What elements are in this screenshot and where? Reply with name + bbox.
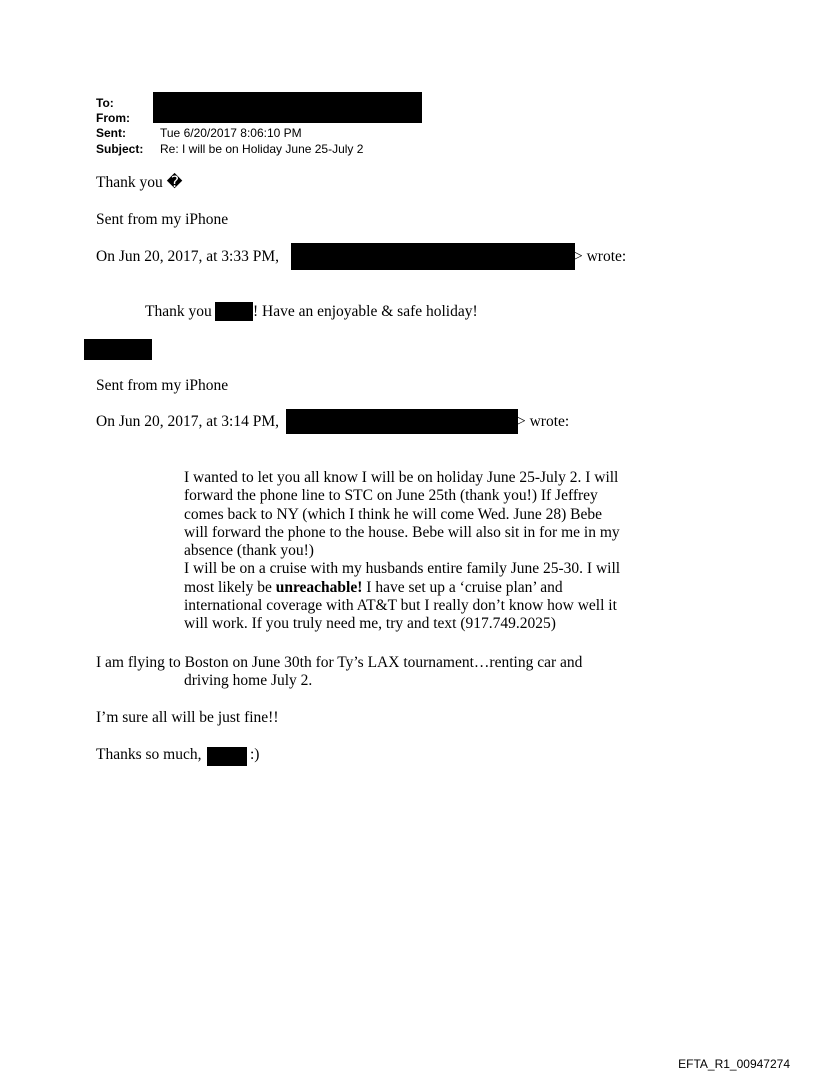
holiday-line: forward the phone line to STC on June 25th (thank you!) If Jeffrey — [184, 487, 598, 505]
subject-value: Re: I will be on Holiday June 25-July 2 — [160, 142, 364, 156]
coverage-line: will work. If you truly need me, try and text (917.749.2025) — [184, 615, 556, 633]
sent-value: Tue 6/20/2017 8:06:10 PM — [160, 126, 302, 140]
redaction-quote1-signature — [84, 339, 152, 360]
thanks-so-much: Thanks so much, — [96, 746, 202, 763]
quote1-thanks-start: Thank you — [145, 303, 212, 320]
boston-line-2: driving home July 2. — [184, 672, 313, 689]
holiday-line: will forward the phone to the house. Bebe will also sit in for me in my — [184, 523, 620, 541]
redaction-quote2-sender — [286, 409, 518, 434]
redaction-to-from — [153, 92, 422, 123]
boston-line-1: I am flying to Boston on June 30th for Ty’s LAX tournament…renting car and — [96, 654, 583, 671]
redaction-signoff-name — [207, 747, 247, 766]
sent-from-iphone-2: Sent from my iPhone — [96, 377, 229, 394]
holiday-line: I will be on a cruise with my husbands entire family June 25-30. I will — [184, 560, 621, 578]
sure-fine-line: I’m sure all will be just fine!! — [96, 709, 279, 726]
document-id: EFTA_R1_00947274 — [678, 1057, 790, 1071]
holiday-line: I wanted to let you all know I will be on holiday June 25-July 2. I will — [184, 469, 619, 486]
smile: :) — [250, 746, 260, 763]
cruise-line — [184, 579, 644, 597]
quote2-wrote: > wrote: — [517, 413, 570, 430]
quote1-wrote: > wrote: — [574, 248, 627, 265]
holiday-line: absence (thank you!) — [184, 542, 314, 560]
holiday-line: comes back to NY (which I think he will come Wed. June 28) Bebe — [184, 505, 603, 523]
subject-label: Subject: — [96, 142, 144, 156]
unreachable-emphasis: unreachable! — [275, 578, 363, 596]
quote1-intro: On Jun 20, 2017, at 3:33 PM, — [96, 248, 279, 265]
quote1-thanks-end: ! Have an enjoyable & safe holiday! — [253, 303, 478, 320]
holiday-message — [184, 469, 644, 634]
thank-you-line: Thank you � — [96, 174, 183, 191]
redaction-quote1-sender — [291, 243, 575, 270]
to-label: To: — [96, 96, 114, 110]
redaction-quote1-name — [215, 302, 253, 321]
from-label: From: — [96, 111, 130, 125]
cruise-line-start: most likely be — [184, 578, 276, 596]
sent-from-iphone: Sent from my iPhone — [96, 211, 229, 228]
coverage-line: international coverage with AT&T but I really don’t know how well it — [184, 597, 617, 615]
cruise-line-end: I have set up a ‘cruise plan’ and — [362, 578, 563, 596]
sent-label: Sent: — [96, 126, 126, 140]
quote2-intro: On Jun 20, 2017, at 3:14 PM, — [96, 413, 279, 430]
